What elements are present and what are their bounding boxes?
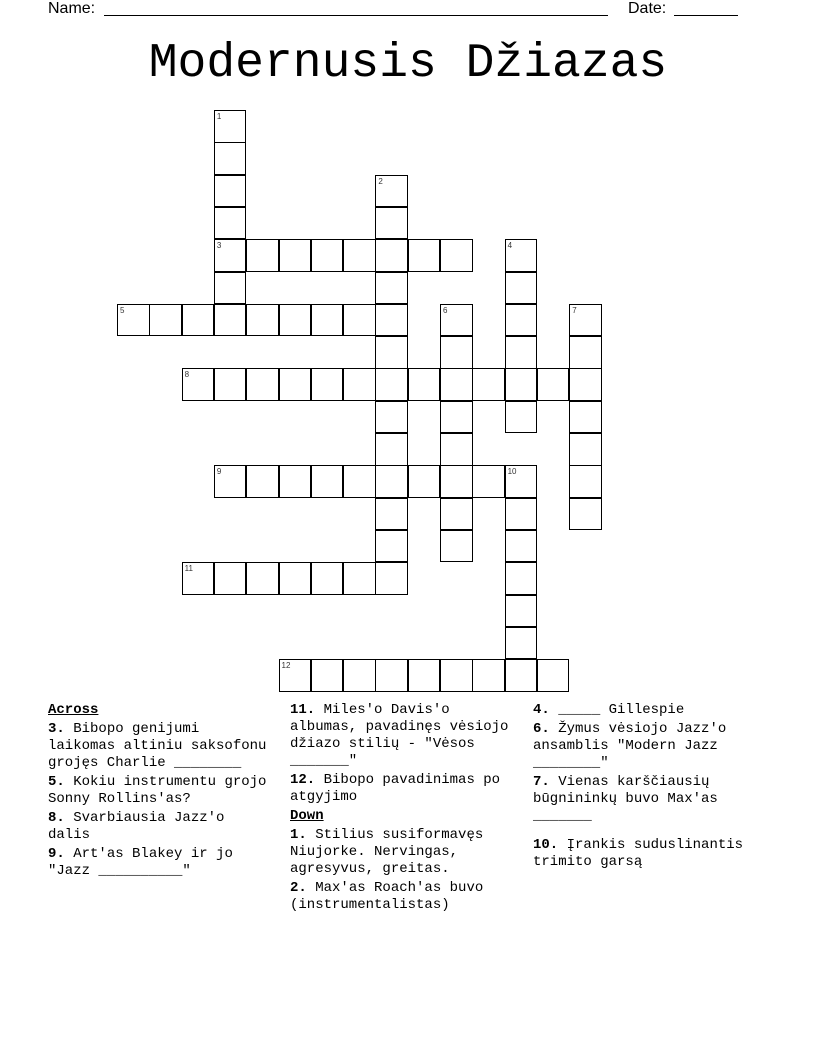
grid-cell[interactable] [505, 595, 538, 628]
clue-down-6 [533, 721, 768, 772]
clue-text: Bibopo genijumi laikomas altiniu saksofonu grojęs Charlie ________ [48, 721, 267, 771]
grid-cell[interactable] [279, 304, 312, 337]
grid-cell[interactable] [505, 368, 538, 401]
clue-number: 8. [48, 810, 65, 826]
grid-cell[interactable] [246, 368, 279, 401]
grid-cell[interactable] [375, 498, 408, 531]
grid-cell[interactable] [505, 530, 538, 563]
grid-cell[interactable] [311, 659, 344, 692]
grid-cell[interactable] [343, 304, 376, 337]
grid-cell[interactable] [505, 562, 538, 595]
clue-text: Stilius susiformavęs Niujorke. Nervingas, agresyvus, greitas. [290, 827, 484, 877]
grid-cell[interactable] [505, 272, 538, 305]
grid-cell[interactable] [375, 239, 408, 272]
clue-across-9 [48, 846, 273, 880]
grid-cell[interactable] [214, 368, 247, 401]
grid-cell[interactable] [440, 659, 473, 692]
grid-cell[interactable] [214, 142, 247, 175]
grid-cell[interactable] [440, 368, 473, 401]
grid-cell[interactable] [569, 368, 602, 401]
grid-cell[interactable] [375, 272, 408, 305]
grid-cell[interactable] [279, 368, 312, 401]
grid-cell[interactable] [569, 336, 602, 369]
grid-cell[interactable] [149, 304, 182, 337]
clue-number: 3. [48, 721, 65, 737]
grid-cell[interactable] [440, 498, 473, 531]
clue-across-11 [290, 702, 525, 770]
grid-cell[interactable] [440, 401, 473, 434]
clue-number: 2. [290, 880, 307, 896]
grid-cell[interactable] [214, 175, 247, 208]
grid-cell[interactable] [343, 368, 376, 401]
cell-number: 1 [216, 112, 222, 121]
grid-cell[interactable] [343, 239, 376, 272]
clue-number: 7. [533, 774, 550, 790]
grid-cell[interactable] [505, 627, 538, 660]
grid-cell[interactable] [472, 659, 505, 692]
clue-text: Miles'o Davis'o albumas, pavadinęs vėsiojo džiazo stilių - "Vėsos _______" [290, 702, 509, 769]
cell-number: 6 [443, 305, 448, 315]
grid-cell[interactable] [279, 239, 312, 272]
grid-cell[interactable] [505, 336, 538, 369]
grid-cell[interactable] [440, 336, 473, 369]
grid-cell[interactable] [311, 239, 344, 272]
clue-number: 1. [290, 827, 307, 843]
grid-cell[interactable] [214, 304, 247, 337]
cell-number: 7 [572, 305, 577, 315]
clues-column-2 [290, 702, 525, 916]
grid-cell[interactable] [569, 465, 602, 498]
grid-cell[interactable] [375, 659, 408, 692]
grid-cell[interactable] [505, 498, 538, 531]
clue-number: 4. [533, 702, 550, 718]
grid-cell[interactable] [375, 336, 408, 369]
grid-cell[interactable] [472, 368, 505, 401]
grid-cell[interactable] [505, 401, 538, 434]
clue-across-5 [48, 774, 273, 808]
grid-cell[interactable] [505, 659, 538, 692]
grid-cell[interactable] [375, 304, 408, 337]
grid-cell[interactable] [343, 562, 376, 595]
clue-across-8 [48, 810, 273, 844]
cell-number: 2 [378, 176, 383, 186]
grid-cell[interactable] [408, 239, 441, 272]
grid-cell[interactable] [214, 272, 247, 305]
clue-down-10 [533, 837, 768, 871]
clue-text: _____ Gillespie [558, 702, 685, 718]
clue-down-4 [533, 702, 768, 719]
grid-cell[interactable] [214, 207, 247, 240]
cell-number: 9 [216, 467, 222, 477]
grid-cell[interactable] [246, 304, 279, 337]
clue-number: 11. [290, 702, 316, 718]
down-heading: Down [290, 808, 324, 824]
clue-number: 5. [48, 774, 65, 790]
across-heading: Across [48, 702, 99, 718]
clue-down-1 [290, 827, 525, 878]
grid-cell[interactable] [343, 659, 376, 692]
clue-across-3 [48, 721, 273, 772]
grid-cell[interactable] [375, 207, 408, 240]
clue-number: 6. [533, 721, 550, 737]
date-label: Date: [628, 0, 667, 17]
clue-down-2 [290, 880, 525, 914]
grid-cell[interactable] [440, 433, 473, 466]
grid-cell[interactable] [343, 465, 376, 498]
grid-cell[interactable] [569, 433, 602, 466]
grid-cell[interactable] [440, 530, 473, 563]
cell-number: 12 [281, 661, 291, 671]
clue-number: 12. [290, 772, 316, 788]
grid-cell[interactable] [375, 401, 408, 434]
clues-column-1 [48, 702, 273, 882]
grid-cell[interactable] [375, 368, 408, 401]
cell-number: 8 [184, 370, 190, 380]
cell-number: 5 [120, 305, 125, 315]
grid-cell[interactable] [182, 304, 215, 337]
grid-cell[interactable] [569, 401, 602, 434]
grid-cell[interactable] [279, 562, 312, 595]
grid-cell[interactable] [408, 659, 441, 692]
grid-cell[interactable] [537, 659, 570, 692]
page-title: Modernusis Džiazas [148, 37, 668, 91]
clue-across-12 [290, 772, 525, 806]
grid-cell[interactable] [375, 433, 408, 466]
grid-cell[interactable] [505, 304, 538, 337]
grid-cell[interactable] [279, 465, 312, 498]
grid-cell[interactable] [214, 562, 247, 595]
grid-cell[interactable] [440, 465, 473, 498]
grid-cell[interactable] [569, 498, 602, 531]
clues-column-3 [533, 702, 768, 873]
clue-text: Kokiu instrumentu grojo Sonny Rollins'as? [48, 774, 267, 807]
clue-text: Vienas karščiausių būgnininkų buvo Max'as _______ [533, 774, 718, 824]
clue-text: Svarbiausia Jazz'o dalis [48, 810, 225, 843]
cell-number: 10 [507, 467, 517, 477]
grid-cell[interactable] [311, 562, 344, 595]
clue-down-7 [533, 774, 768, 825]
clue-text: Įrankis suduslinantis trimito garsą [533, 837, 744, 870]
cell-number: 3 [216, 241, 222, 251]
grid-cell[interactable] [375, 562, 408, 595]
grid-cell[interactable] [537, 368, 570, 401]
clue-text: Bibopo pavadinimas po atgyjimo [290, 772, 501, 805]
grid-cell[interactable] [472, 465, 505, 498]
grid-cell[interactable] [440, 239, 473, 272]
grid-cell[interactable] [246, 465, 279, 498]
grid-cell[interactable] [246, 562, 279, 595]
cell-number: 11 [184, 564, 193, 574]
cell-number: 4 [507, 241, 513, 251]
clue-number: 9. [48, 846, 65, 862]
grid-cell[interactable] [408, 465, 441, 498]
grid-cell[interactable] [311, 368, 344, 401]
clue-text: Art'as Blakey ir jo "Jazz __________" [48, 846, 233, 879]
grid-cell[interactable] [375, 465, 408, 498]
clue-text: Max'as Roach'as buvo (instrumentalistas) [290, 880, 484, 913]
grid-cell[interactable] [246, 239, 279, 272]
clue-number: 10. [533, 837, 559, 853]
name-label: Name: [48, 0, 96, 17]
clue-text: Žymus vėsiojo Jazz'o ansamblis "Modern Jazz ________" [533, 721, 727, 771]
grid-cell[interactable] [311, 465, 344, 498]
grid-cell[interactable] [375, 530, 408, 563]
grid-cell[interactable] [408, 368, 441, 401]
grid-cell[interactable] [311, 304, 344, 337]
